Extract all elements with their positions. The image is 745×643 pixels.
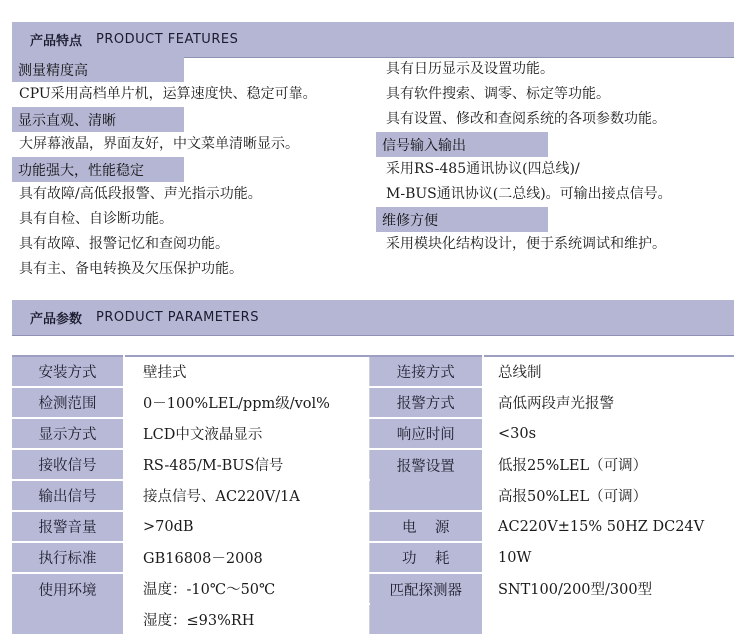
param-value: RS-485/M-BUS信号 [124, 449, 369, 480]
param-label: 报警方式 [369, 387, 483, 418]
param-label: 电 源 [369, 511, 483, 542]
parameters-title-cn: 产品参数 [30, 312, 83, 327]
param-label: 报警设置 [369, 449, 483, 480]
features-left-column [12, 57, 382, 282]
features-section-header [12, 22, 734, 58]
param-value: SNT100/200型/300型 [483, 573, 734, 604]
feature-line: 具有日历显示及设置功能。 [386, 61, 554, 77]
feature-heading-accuracy: 测量精度高 [12, 57, 184, 82]
features-title-en: PRODUCT FEATURES [96, 32, 239, 47]
features-right-column [376, 57, 736, 257]
param-value: LCD中文液晶显示 [124, 418, 369, 449]
feature-line: 大屏幕液晶，界面友好，中文菜单清晰显示。 [19, 136, 299, 152]
feature-line: 具有主、备电转换及欠压保护功能。 [19, 261, 243, 277]
param-label: 匹配探测器 [369, 573, 483, 604]
parameters-title-en: PRODUCT PARAMETERS [96, 310, 259, 325]
feature-line: 采用模块化结构设计，便于系统调试和维护。 [386, 236, 666, 252]
param-value: 湿度：≤93%RH [124, 604, 369, 635]
param-value: 温度：-10℃～50℃ [124, 573, 369, 604]
param-label: 响应时间 [369, 418, 483, 449]
param-label: 连接方式 [369, 356, 483, 387]
param-label: 报警音量 [12, 511, 124, 542]
table-row [12, 573, 734, 604]
feature-line: 具有故障、报警记忆和查阅功能。 [19, 236, 229, 252]
features-title-cn: 产品特点 [30, 34, 83, 49]
param-value: 10W [483, 542, 734, 573]
feature-heading-maintenance: 维修方便 [376, 207, 548, 232]
param-label: 使用环境 [12, 573, 124, 604]
param-value: 总线制 [483, 356, 734, 387]
table-row [12, 449, 734, 480]
param-value: 低报25%LEL（可调） [483, 449, 734, 480]
feature-heading-display: 显示直观、清晰 [12, 107, 184, 132]
param-label [369, 604, 483, 635]
param-value: 高报50%LEL（可调） [483, 480, 734, 511]
table-row [12, 511, 734, 542]
table-row [12, 356, 734, 387]
feature-line: 具有自检、自诊断功能。 [19, 211, 173, 227]
feature-line: CPU采用高档单片机，运算速度快、稳定可靠。 [19, 86, 317, 102]
table-row [12, 604, 734, 635]
param-value: AC220V±15% 50HZ DC24V [483, 511, 734, 542]
parameters-table [12, 355, 734, 636]
param-label: 显示方式 [12, 418, 124, 449]
feature-line: 采用RS-485通讯协议(四总线)/ [386, 161, 580, 177]
feature-line: 具有软件搜索、调零、标定等功能。 [386, 86, 610, 102]
feature-line: M-BUS通讯协议(二总线)。可输出接点信号。 [386, 186, 672, 202]
param-value: <30s [483, 418, 734, 449]
param-value: 0－100%LEL/ppm级/vol% [124, 387, 369, 418]
param-value: 壁挂式 [124, 356, 369, 387]
table-row [12, 387, 734, 418]
param-value: GB16808－2008 [124, 542, 369, 573]
param-value: 接点信号、AC220V/1A [124, 480, 369, 511]
table-row [12, 542, 734, 573]
param-label: 功 耗 [369, 542, 483, 573]
feature-heading-signal: 信号输入输出 [376, 132, 548, 157]
feature-heading-function: 功能强大，性能稳定 [12, 157, 184, 182]
param-label [12, 604, 124, 635]
param-label: 输出信号 [12, 480, 124, 511]
param-value [483, 604, 734, 635]
table-row [12, 418, 734, 449]
param-label: 检测范围 [12, 387, 124, 418]
param-label [369, 480, 483, 511]
table-row [12, 480, 734, 511]
param-label: 执行标准 [12, 542, 124, 573]
feature-line: 具有故障/高低段报警、声光指示功能。 [19, 186, 262, 202]
parameters-section-header [12, 300, 734, 336]
param-label: 接收信号 [12, 449, 124, 480]
param-label: 安装方式 [12, 356, 124, 387]
param-value: >70dB [124, 511, 369, 542]
feature-line: 具有设置、修改和查阅系统的各项参数功能。 [386, 111, 666, 127]
param-value: 高低两段声光报警 [483, 387, 734, 418]
